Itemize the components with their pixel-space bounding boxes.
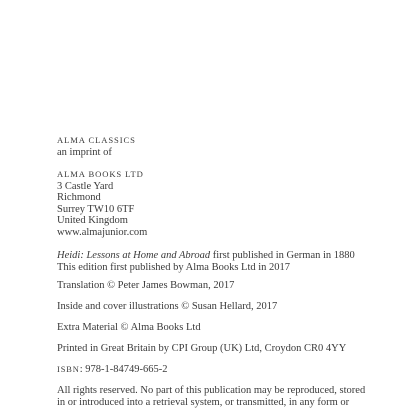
address-line-3: Surrey TW10 6TF [57, 204, 397, 216]
first-published-line [57, 250, 397, 262]
translation-credit: Translation © Peter James Bowman, 2017 [57, 280, 397, 292]
this-edition-line: This edition first published by Alma Books Ltd in 2017 [57, 262, 397, 274]
imprint-of: an imprint of [57, 147, 397, 159]
website-link[interactable]: www.almajunior.com [57, 227, 397, 239]
address-line-2: Richmond [57, 192, 397, 204]
isbn-value: : 978-1-84749-665-2 [80, 364, 168, 375]
extra-material-credit: Extra Material © Alma Books Ltd [57, 322, 397, 334]
address-line-4: United Kingdom [57, 215, 397, 227]
printer-credit: Printed in Great Britain by CPI Group (UK) Ltd, Croydon CR0 4YY [57, 343, 397, 355]
rights-line-2: in or introduced into a retrieval system, or transmitted, in any form or [57, 397, 397, 408]
book-title: Heidi: Lessons at Home and Abroad [57, 250, 210, 261]
company-name: ALMA BOOKS LTD [57, 169, 397, 181]
address-line-1: 3 Castle Yard [57, 181, 397, 193]
rights-line-1: All rights reserved. No part of this publication may be reproduced, stored [57, 385, 397, 397]
publisher-block [57, 135, 397, 158]
first-published-text: first published in German in 1880 [210, 250, 355, 261]
isbn-line [57, 364, 397, 376]
isbn-label: ISBN [57, 365, 80, 374]
imprint-name: ALMA CLASSICS [57, 135, 397, 147]
illustrations-credit: Inside and cover illustrations © Susan Hellard, 2017 [57, 301, 397, 313]
address-block [57, 169, 397, 238]
rights-statement [57, 385, 397, 408]
edition-block [57, 250, 397, 273]
